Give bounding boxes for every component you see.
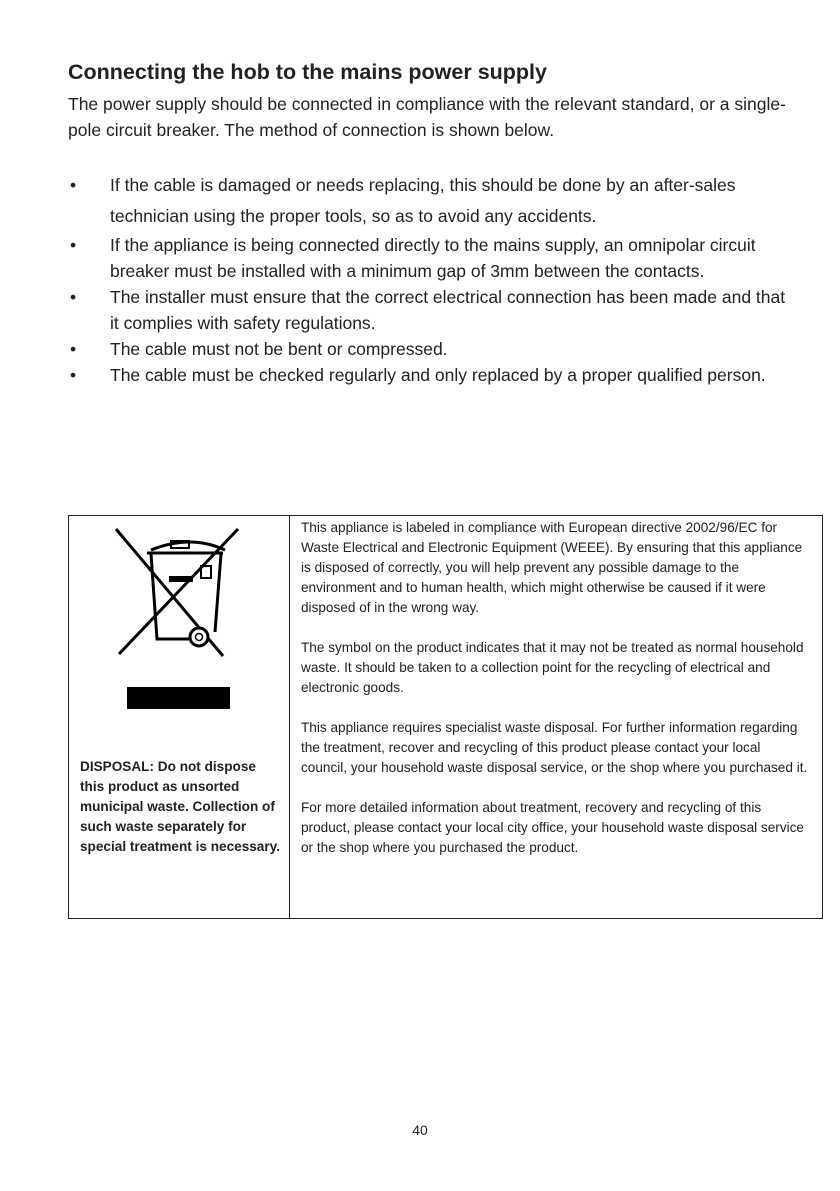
bullet-item	[68, 336, 788, 362]
bullet-icon: •	[70, 365, 77, 385]
weee-paragraph: This appliance is labeled in compliance with European directive 2002/96/EC for Waste Electrical and Electronic Equipment (WEEE). By ensuring that this appliance is disposed of correctly, you will help prevent any possible damage to the environment and to human health, which might otherwise be caused if it were disposed of in the wrong way.	[301, 520, 803, 615]
bullet-icon: •	[70, 175, 77, 195]
bullet-icon: •	[70, 339, 77, 359]
disposal-symbol-cell	[69, 516, 290, 919]
safety-bullet-list	[68, 170, 788, 388]
bullet-icon: •	[70, 235, 77, 255]
bullet-item	[68, 232, 788, 284]
bullet-text: The installer must ensure that the correct electrical connection has been made and that it complies with safety regulations.	[110, 287, 786, 333]
bullet-text: The cable must be checked regularly and only replaced by a proper qualified person.	[110, 365, 766, 385]
bullet-text: If the cable is damaged or needs replacing, this should be done by an after-sales technician using the proper tools, so as to avoid any accidents.	[110, 175, 736, 226]
more-info-paragraph: For more detailed information about treatment, recovery and recycling of this product, please contact your local city office, your household waste disposal service or the shop where you purchased the product.	[301, 800, 804, 855]
symbol-paragraph: The symbol on the product indicates that it may not be treated as normal household waste. It should be taken to a collection point for the recycling of electrical and electronic goods.	[301, 640, 804, 695]
bullet-text: If the appliance is being connected directly to the mains supply, an omnipolar circuit breaker must be installed with a minimum gap of 3mm between the contacts.	[110, 235, 756, 281]
bullet-icon: •	[70, 287, 77, 307]
intro-paragraph: The power supply should be connected in compliance with the relevant standard, or a single-pole circuit breaker. The method of connection is shown below.	[68, 94, 786, 140]
bullet-item	[68, 170, 788, 232]
page-number: 40	[412, 1122, 428, 1138]
bullet-item	[68, 362, 788, 388]
disposal-info-cell	[290, 516, 823, 919]
section-heading: Connecting the hob to the mains power supply	[68, 60, 547, 84]
bullet-text: The cable must not be bent or compressed.	[110, 339, 448, 359]
disposal-table	[68, 515, 823, 919]
specialist-disposal-paragraph: This appliance requires specialist waste disposal. For further information regarding the treatment, recover and recycling of this product please contact your local council, your household waste disposal service, or the shop where you purchased it.	[301, 720, 808, 775]
disposal-warning-label: DISPOSAL: Do not dispose this product as unsorted municipal waste. Collection of such waste separately for special treatment is necessary.	[80, 759, 280, 854]
crossed-out-wheelie-bin-icon	[113, 524, 243, 709]
bullet-item	[68, 284, 788, 336]
